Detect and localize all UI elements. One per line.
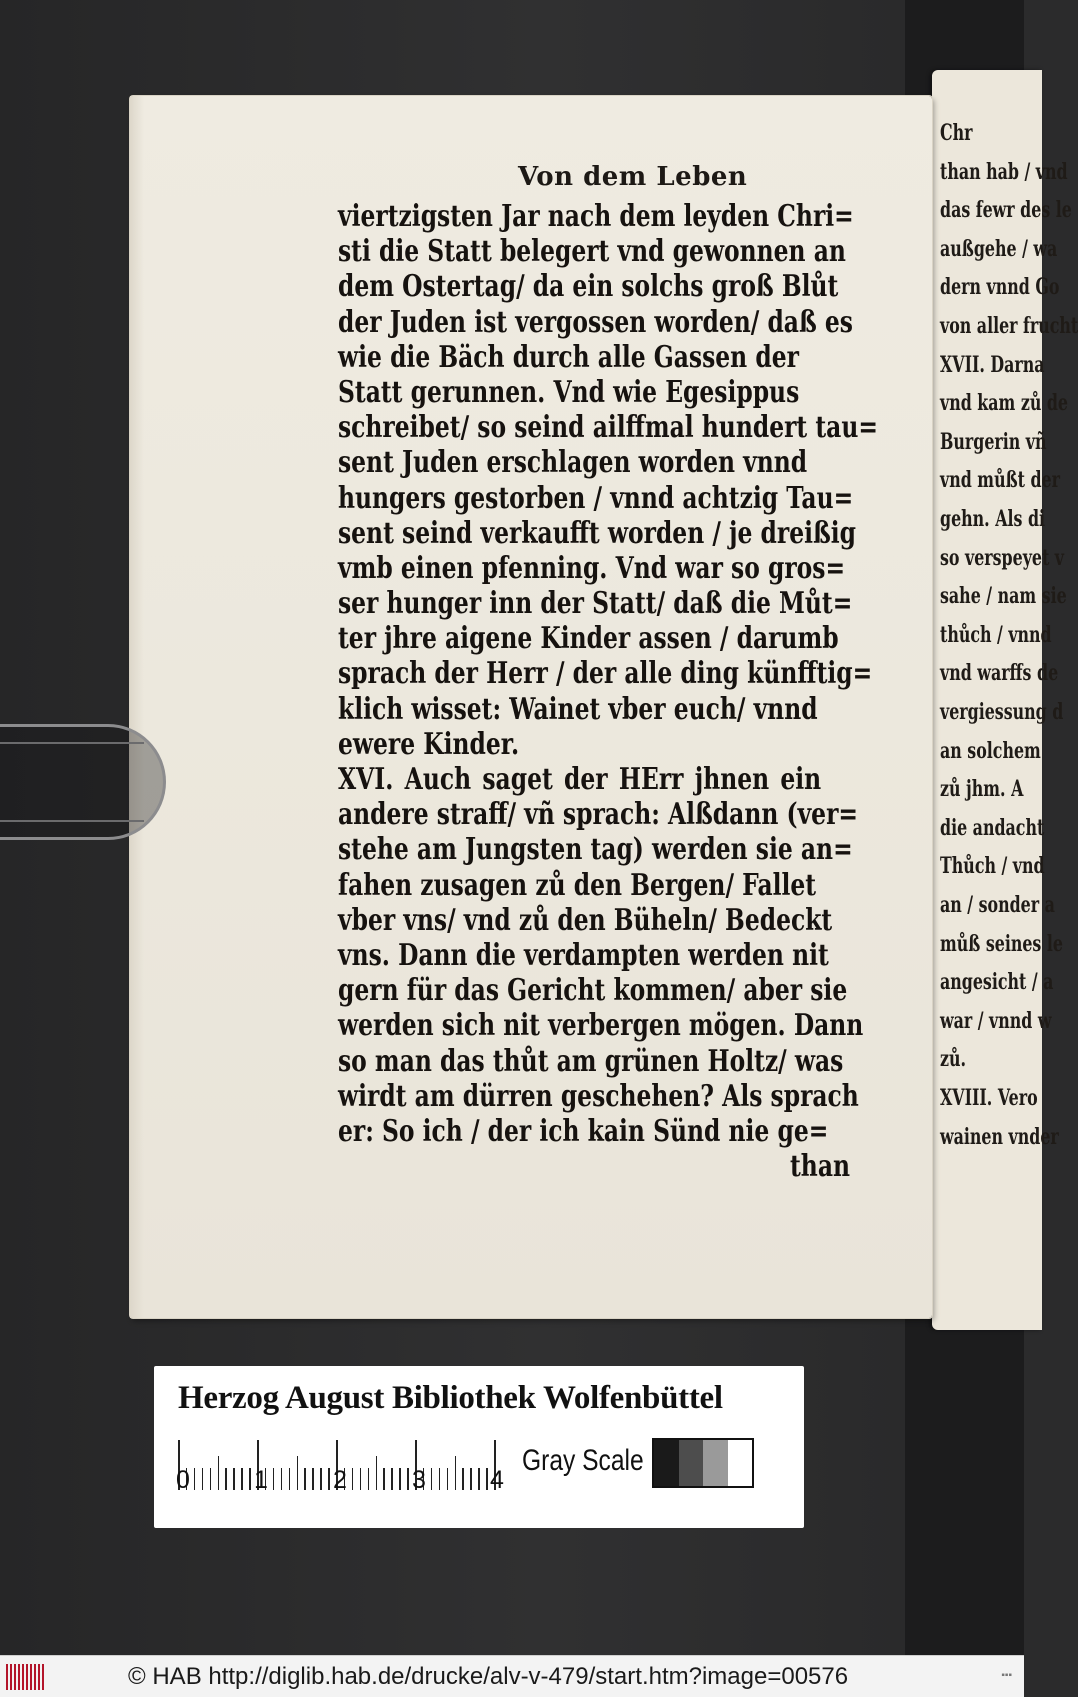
facing-text-line: Burgerin vñ <box>940 428 1047 455</box>
facing-text-line: Chr <box>940 120 973 146</box>
page-text <box>338 199 878 1185</box>
gray-swatch <box>679 1440 704 1486</box>
facing-text-line: zů. <box>940 1046 967 1073</box>
text-line: vmb einen pfenning. Vnd war so gros= <box>338 550 846 586</box>
facing-text-line: můß seines le <box>940 930 1063 957</box>
source-url[interactable]: © HAB http://diglib.hab.de/drucke/alv-v-479/start.htm?image=00576 <box>128 1663 849 1690</box>
facing-text-line: than hab / vnd <box>940 158 1068 185</box>
ruler-tick <box>486 1468 488 1490</box>
ruler-tick <box>312 1468 314 1490</box>
ruler-label: 1 <box>254 1466 268 1494</box>
ruler-tick <box>360 1468 362 1490</box>
text-line: sprach der Herr / der alle ding künfftig= <box>338 656 873 692</box>
ruler-label: 0 <box>176 1466 190 1494</box>
ruler-tick <box>289 1468 291 1490</box>
ruler-label: 2 <box>333 1466 347 1494</box>
footer-bar <box>0 1655 1024 1697</box>
text-line: schreibet/ so seind ailffmal hundert tau= <box>338 410 878 446</box>
facing-text-line: XVIII. Vero <box>940 1085 1038 1111</box>
ruler-tick <box>273 1468 275 1490</box>
text-line: der Juden ist vergossen worden/ daß es <box>338 304 853 340</box>
text-line: sent Juden erschlagen worden vnnd <box>338 445 808 481</box>
facing-text-line: das fewr des le <box>940 197 1072 224</box>
ruler-tick <box>407 1468 409 1490</box>
facing-text-line: XVII. Darna <box>940 351 1045 378</box>
facing-text-line: sahe / nam sie <box>940 583 1067 610</box>
ruler-tick <box>352 1468 354 1490</box>
ruler-label: 3 <box>412 1466 426 1494</box>
ruler-tick <box>391 1468 393 1490</box>
ruler-tick <box>399 1468 401 1490</box>
facing-page <box>932 70 1078 1330</box>
text-line: viertzigsten Jar nach dem leyden Chri= <box>338 199 854 234</box>
text-line: ser hunger inn der Statt/ daß die Můt= <box>338 586 853 622</box>
book-page <box>130 96 932 1318</box>
text-line: XVI. Auch saget der HErr jhnen ein <box>338 762 822 797</box>
library-title: Herzog August Bibliothek Wolfenbüttel <box>178 1380 723 1416</box>
facing-text-line: wainen vnder <box>940 1123 1059 1150</box>
facing-text-line: vergiessung d <box>940 699 1064 725</box>
ruler-tick <box>202 1468 204 1490</box>
footer-mark: ▪▪▪ <box>1001 1670 1012 1681</box>
ruler-tick <box>431 1468 433 1490</box>
text-line: wie die Bäch durch alle Gassen der <box>338 339 799 375</box>
ruler-tick <box>194 1468 196 1490</box>
ruler-tick <box>368 1468 370 1490</box>
ruler-tick <box>304 1468 306 1490</box>
ruler-tick <box>376 1456 378 1490</box>
ruler-tick <box>241 1468 243 1490</box>
ruler-tick <box>297 1456 299 1490</box>
facing-text-line: zů jhm. A <box>940 776 1024 803</box>
ruler-tick <box>210 1468 212 1490</box>
text-line: Statt gerunnen. Vnd wie Egesippus <box>338 374 800 410</box>
scale-card <box>154 1366 804 1528</box>
ruler-tick <box>218 1456 220 1490</box>
gray-scale-label: Gray Scale <box>522 1444 644 1477</box>
facing-text-line: vnd kam zů de <box>940 390 1069 417</box>
ruler-tick <box>383 1468 385 1490</box>
ruler-tick <box>249 1468 251 1490</box>
facing-text-line: dern vnnd Go <box>940 274 1060 301</box>
text-line: werden sich nit verbergen mögen. Dann <box>338 1008 864 1044</box>
facing-text-line: so verspeyet v <box>940 544 1065 571</box>
text-line: fahen zusagen zů den Bergen/ Fallet <box>338 867 817 903</box>
text-line: ter jhre aigene Kinder assen / darumb <box>338 621 839 657</box>
text-line: stehe am Jungsten tag) werden sie an= <box>338 832 853 868</box>
ruler-tick <box>455 1456 457 1490</box>
facing-text-line: Thůch / vnd <box>940 853 1045 880</box>
facing-text-line: vnd warffs de <box>940 660 1059 687</box>
catchword: than <box>790 1149 850 1185</box>
facing-text-line: angesicht / a <box>940 969 1054 996</box>
text-line: vns. Dann die verdampten werden nit <box>338 937 829 973</box>
text-line: andere straff/ vñ sprach: Alßdann (ver= <box>338 797 859 833</box>
bookmark-band <box>0 742 144 822</box>
facing-text-line: von aller frucht <box>940 313 1078 339</box>
text-line: sent seind verkaufft worden / je dreißig <box>338 515 857 551</box>
text-line: vber vns/ vnd zů den Büheln/ Bedeckt <box>338 902 833 938</box>
gray-swatch <box>728 1440 753 1486</box>
facing-text-line: thůch / vnnd <box>940 621 1052 648</box>
text-line: er: So ich / der ich kain Sünd nie ge= <box>338 1113 829 1149</box>
ruler-tick <box>233 1468 235 1490</box>
hab-logo-icon <box>6 1664 46 1690</box>
gray-swatch <box>654 1440 679 1486</box>
text-line: sti die Statt belegert vnd gewonnen an <box>338 234 846 270</box>
page-gutter <box>130 96 144 1318</box>
ruler-tick <box>281 1468 283 1490</box>
running-head: Von dem Leben <box>518 162 748 192</box>
text-line: so man das thůt am grünen Holtz/ was <box>338 1043 844 1079</box>
gray-scale-swatches <box>652 1438 754 1488</box>
facing-text-line: die andacht <box>940 814 1045 841</box>
text-line: hungers gestorben / vnnd achtzig Tau= <box>338 480 854 516</box>
text-line: wirdt am dürren geschehen? Als sprach <box>338 1078 859 1114</box>
ruler-tick <box>470 1468 472 1490</box>
ruler-tick <box>439 1468 441 1490</box>
facing-text-line: an / sonder a <box>940 892 1055 918</box>
text-line: klich wisset: Wainet vber euch/ vnnd <box>338 691 818 727</box>
text-line: dem Ostertag/ da ein solchs groß Blůt <box>338 269 839 305</box>
text-line: gern für das Gericht kommen/ aber sie <box>338 973 848 1009</box>
ruler-tick <box>225 1468 227 1490</box>
ruler-tick <box>462 1468 464 1490</box>
ruler-label: 4 <box>490 1466 504 1494</box>
ruler-tick <box>478 1468 480 1490</box>
facing-text-line: vnd můßt der <box>940 467 1060 494</box>
ruler-tick <box>320 1468 322 1490</box>
facing-text-line: war / vnnd w <box>940 1007 1052 1034</box>
facing-text-line: außgehe / wa <box>940 235 1058 262</box>
facing-text-line: an solchem <box>940 737 1041 764</box>
ruler-tick <box>447 1468 449 1490</box>
ruler-tick <box>328 1468 330 1490</box>
facing-text-line: gehn. Als di <box>940 506 1046 532</box>
text-line: ewere Kinder. <box>338 726 520 762</box>
gray-swatch <box>703 1440 728 1486</box>
